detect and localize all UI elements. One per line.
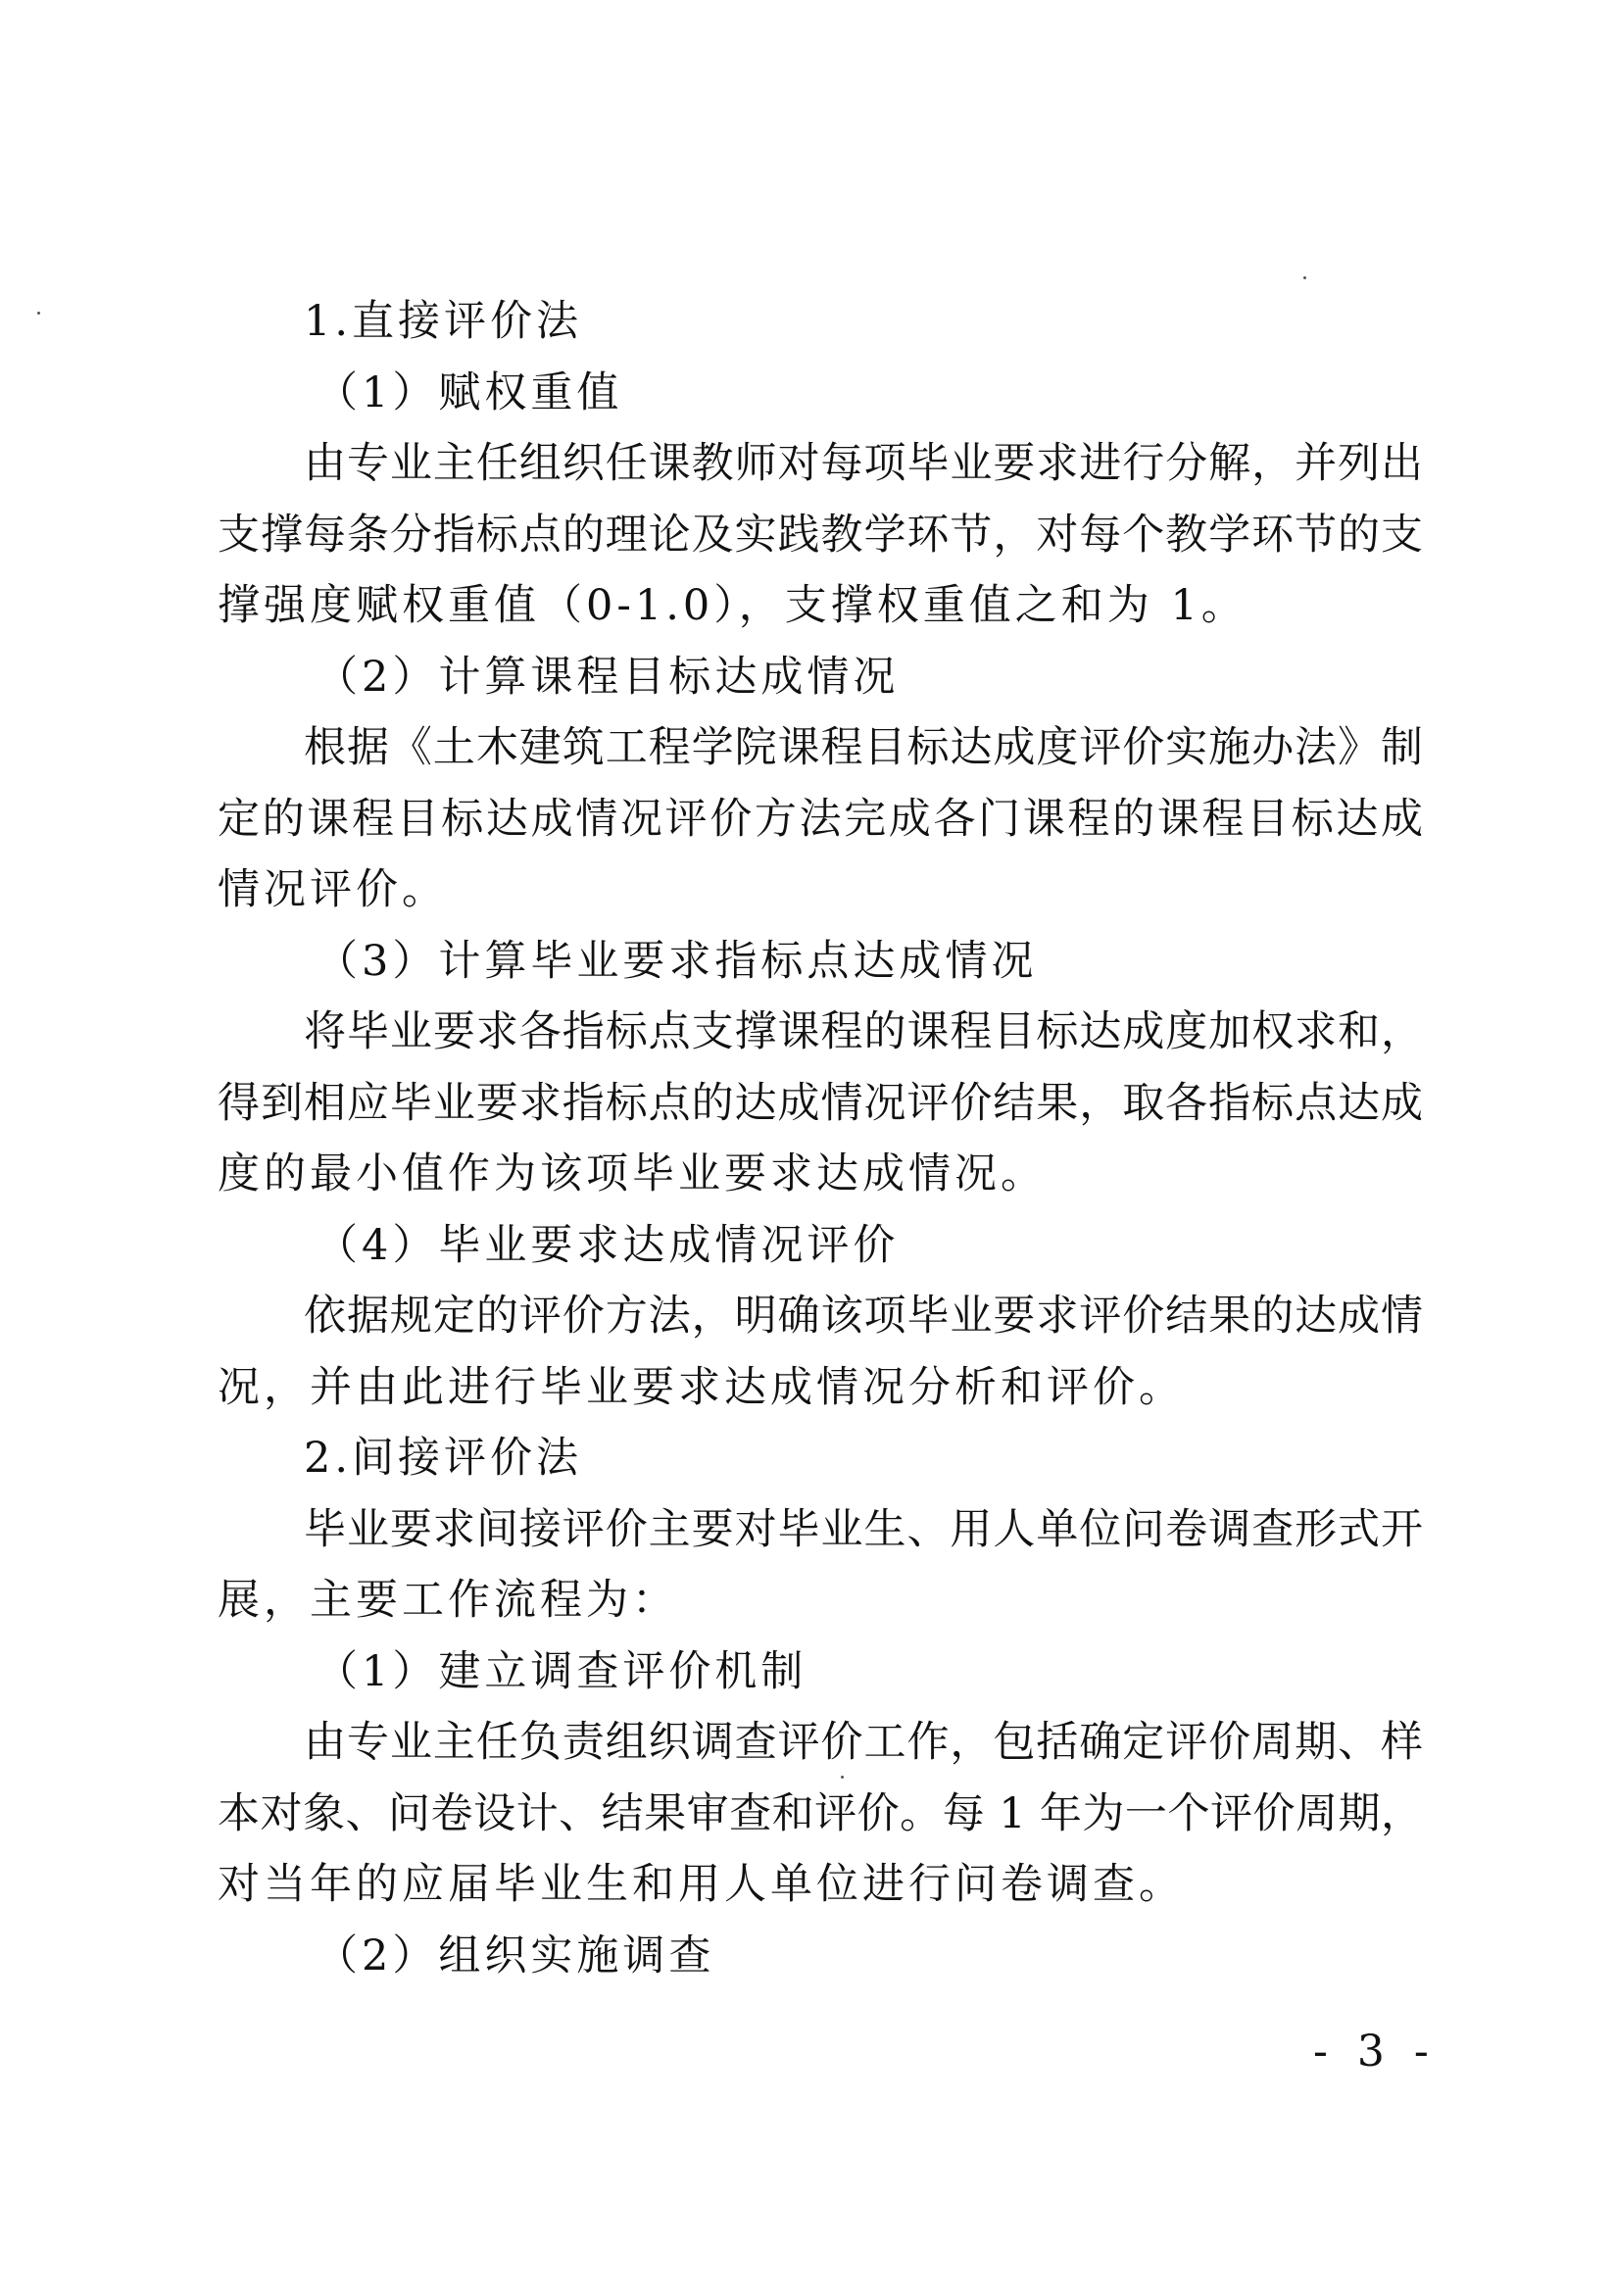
paragraph-line: 支撑每条分指标点的理论及实践教学环节，对每个教学环节的支 bbox=[218, 510, 1423, 560]
paragraph-line: 对当年的应届毕业生和用人单位进行问卷调查。 bbox=[218, 1860, 1185, 1909]
paragraph-line: 得到相应毕业要求指标点的达成情况评价结果，取各指标点达成 bbox=[218, 1078, 1423, 1128]
document-body bbox=[218, 286, 1423, 1991]
paragraph-line: 本对象、问卷设计、结果审查和评价。每 1 年为一个评价周期， bbox=[218, 1788, 1423, 1838]
subheading-indicator-points: （3）计算毕业要求指标点达成情况 bbox=[316, 936, 1038, 986]
subheading-survey-mechanism: （1）建立调查评价机制 bbox=[316, 1646, 807, 1696]
paragraph-line: 根据《土木建筑工程学院课程目标达成度评价实施办法》制 bbox=[304, 723, 1423, 772]
paragraph-line: 情况评价。 bbox=[218, 865, 448, 914]
paragraph-line: 展，主要工作流程为： bbox=[218, 1576, 678, 1625]
paragraph-line: 将毕业要求各指标点支撑课程的课程目标达成度加权求和， bbox=[304, 1007, 1423, 1056]
subheading-assign-weights: （1）赋权重值 bbox=[316, 367, 623, 417]
scan-speck bbox=[37, 312, 40, 315]
paragraph-line: 由专业主任负责组织调查评价工作，包括确定评价周期、样 bbox=[304, 1718, 1423, 1767]
subheading-conduct-survey: （2）组织实施调查 bbox=[316, 1930, 715, 1980]
subheading-requirement-evaluation: （4）毕业要求达成情况评价 bbox=[316, 1220, 900, 1270]
scan-speck bbox=[1303, 276, 1306, 279]
page-number: - 3 - bbox=[1313, 2027, 1437, 2076]
paragraph-line: 定的课程目标达成情况评价方法完成各门课程的课程目标达成 bbox=[218, 794, 1423, 844]
section-heading-indirect-evaluation: 2.间接评价法 bbox=[304, 1434, 583, 1483]
paragraph-line: 依据规定的评价方法，明确该项毕业要求评价结果的达成情 bbox=[304, 1292, 1423, 1341]
paragraph-line: 撑强度赋权重值（0-1.0），支撑权重值之和为 1。 bbox=[218, 581, 1247, 630]
paragraph-line: 度的最小值作为该项毕业要求达成情况。 bbox=[218, 1149, 1047, 1198]
paragraph-line: 况，并由此进行毕业要求达成情况分析和评价。 bbox=[218, 1362, 1185, 1412]
paragraph-line: 毕业要求间接评价主要对毕业生、用人单位问卷调查形式开 bbox=[304, 1504, 1423, 1554]
section-heading-direct-evaluation: 1.直接评价法 bbox=[304, 297, 583, 346]
paragraph-line: 由专业主任组织任课教师对每项毕业要求进行分解，并列出 bbox=[304, 439, 1423, 488]
subheading-course-objectives: （2）计算课程目标达成情况 bbox=[316, 652, 900, 702]
